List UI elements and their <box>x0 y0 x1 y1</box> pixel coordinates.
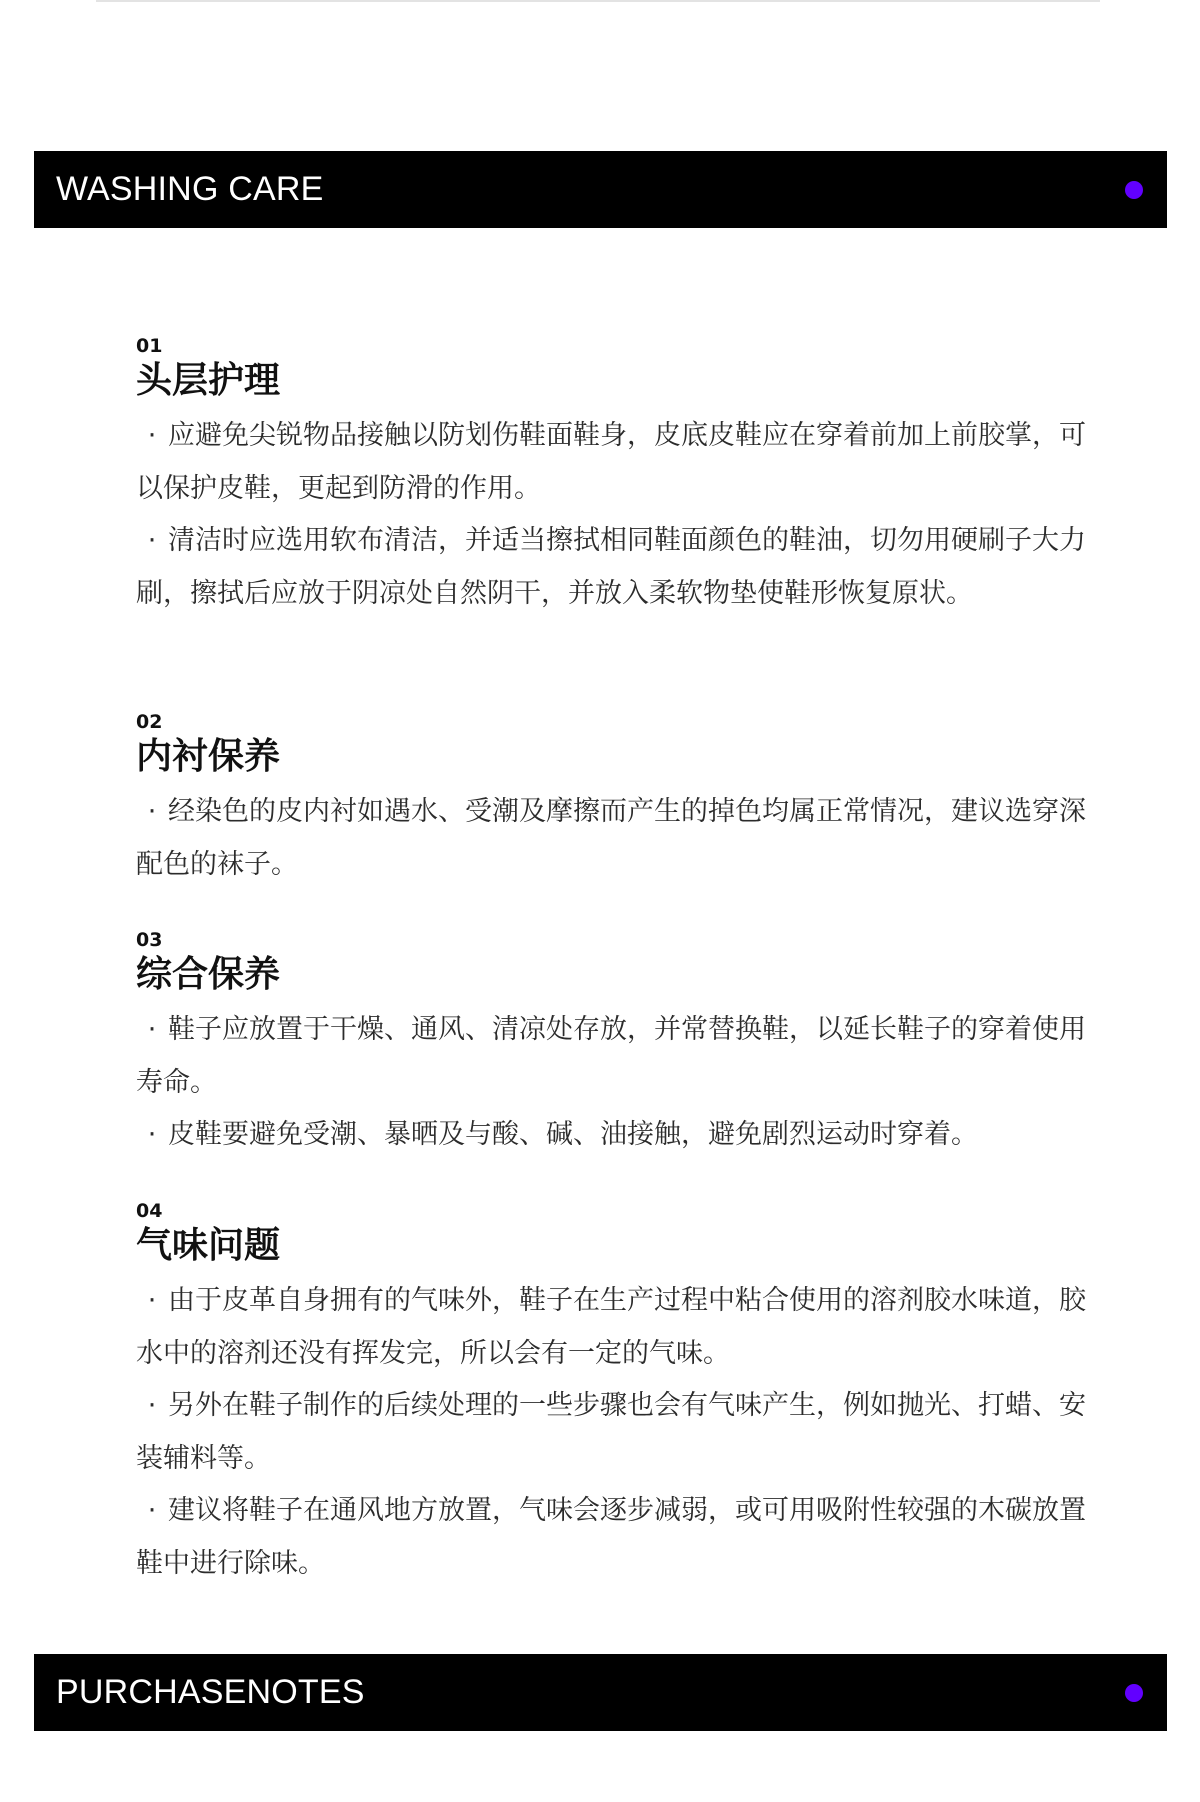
care-bullet-item <box>136 1004 1096 1109</box>
care-section-lining <box>136 712 1096 891</box>
purchase-notes-header <box>34 1654 1167 1731</box>
bullet-dot-icon: · <box>147 525 157 557</box>
accent-dot-icon <box>1125 1684 1143 1702</box>
bullet-dot-icon: · <box>147 1285 157 1316</box>
care-section-leather <box>136 336 1096 620</box>
care-bullet-text: 清洁时应选用软布清洁，并适当擦拭相同鞋面颜色的鞋油，切勿用硬刷子大力刷，擦拭后应放于阴凉处自然阴干，并放入柔软物垫使鞋形恢复原状。 <box>136 525 1086 609</box>
section-body <box>136 410 1096 620</box>
purchase-notes-title: PURCHASENOTES <box>56 1673 365 1711</box>
care-bullet-item <box>136 1380 1096 1485</box>
washing-care-header <box>34 151 1167 228</box>
accent-dot-icon <box>1125 181 1143 199</box>
section-title: 气味问题 <box>136 1225 281 1266</box>
care-bullet-text: 另外在鞋子制作的后续处理的一些步骤也会有气味产生，例如抛光、打蜡、安装辅料等。 <box>136 1390 1086 1474</box>
care-bullet-text: 鞋子应放置于干燥、通风、清凉处存放，并常替换鞋，以延长鞋子的穿着使用寿命。 <box>136 1014 1086 1098</box>
care-bullet-item <box>136 410 1096 515</box>
care-bullet-text: 皮鞋要避免受潮、暴晒及与酸、碱、油接触，避免剧烈运动时穿着。 <box>168 1119 978 1151</box>
care-bullet-text: 由于皮革自身拥有的气味外，鞋子在生产过程中粘合使用的溶剂胶水味道，胶水中的溶剂还没有挥发完，所以会有一定的气味。 <box>136 1285 1086 1369</box>
bullet-dot-icon: · <box>147 1390 157 1422</box>
section-body <box>136 1275 1096 1591</box>
top-divider <box>96 0 1100 2</box>
care-bullet-item <box>136 515 1096 620</box>
care-bullet-item <box>136 786 1096 891</box>
care-bullet-text: 应避免尖锐物品接触以防划伤鞋面鞋身，皮底皮鞋应在穿着前加上前胶掌，可以保护皮鞋，更起到防滑的作用。 <box>136 420 1086 504</box>
section-number: 03 <box>136 929 163 951</box>
section-title: 内衬保养 <box>136 736 281 777</box>
washing-care-title: WASHING CARE <box>56 170 324 208</box>
bullet-dot-icon: · <box>147 1014 157 1045</box>
care-bullet-text: 建议将鞋子在通风地方放置，气味会逐步减弱，或可用吸附性较强的木碳放置鞋中进行除味。 <box>136 1495 1086 1579</box>
section-number: 02 <box>136 711 163 733</box>
bullet-dot-icon: · <box>147 1495 157 1527</box>
section-body <box>136 786 1096 891</box>
care-bullet-item <box>136 1109 1096 1162</box>
section-number: 01 <box>136 335 163 357</box>
bullet-dot-icon: · <box>147 796 157 827</box>
section-title: 综合保养 <box>136 954 281 995</box>
section-body <box>136 1004 1096 1162</box>
care-section-general <box>136 930 1096 1162</box>
bullet-dot-icon: · <box>147 1119 157 1151</box>
care-bullet-item <box>136 1485 1096 1590</box>
care-bullet-text: 经染色的皮内衬如遇水、受潮及摩擦而产生的掉色均属正常情况，建议选穿深配色的袜子。 <box>136 796 1086 880</box>
care-section-odor <box>136 1201 1096 1591</box>
section-title: 头层护理 <box>136 360 281 401</box>
care-bullet-item <box>136 1275 1096 1380</box>
bullet-dot-icon: · <box>147 420 157 451</box>
section-number: 04 <box>136 1200 163 1222</box>
